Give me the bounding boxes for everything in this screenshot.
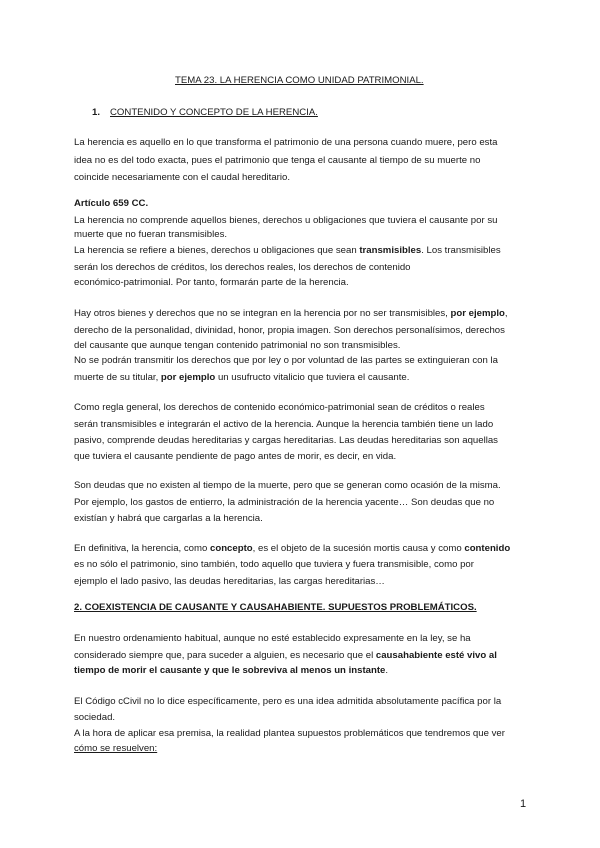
text-span: considerado siempre que, para suceder a alguien, es necesario que el (74, 650, 376, 661)
paragraph-line: Como regla general, los derechos de contenido económico-patrimonial sean de créditos o reales (74, 402, 485, 413)
text-span: Hay otros bienes y derechos que no se integran en la herencia por no ser transmisibles, (74, 308, 451, 319)
paragraph-line: coincide necesariamente con el caudal hereditario. (74, 172, 290, 183)
paragraph-line: Son deudas que no existen al tiempo de la muerte, pero que se generan como ocasión de la misma. (74, 480, 501, 491)
paragraph-line (74, 543, 510, 555)
bold-text: causahabiente esté vivo al (375, 650, 497, 661)
bold-text: concepto (210, 543, 253, 554)
paragraph-line (74, 245, 501, 257)
paragraph-line: ejemplo el lado pasivo, las deudas hereditarias, las cargas hereditarias… (74, 576, 385, 587)
paragraph-line: El Código cCivil no lo dice específicamente, pero es una idea admitida absolutamente pacífica por la (74, 696, 502, 707)
bold-text: por ejemplo (450, 308, 505, 319)
paragraph-line: serán transmisibles e integrarán el activo de la herencia. Aunque la herencia también tiene un lado (74, 419, 494, 430)
bold-text: transmisibles (359, 245, 422, 256)
bold-text: por ejemplo (160, 372, 216, 383)
paragraph-line: pasivo, comprende deudas hereditarias y cargas hereditarias. Las deudas hereditarias son aquellas (74, 435, 498, 446)
text-span: En definitiva, la herencia, como (74, 543, 210, 554)
bold-text: tiempo de morir el causante y que le sobreviva al menos un instante (74, 665, 386, 676)
paragraph-line: cómo se resuelven: (74, 743, 158, 754)
paragraph-line (74, 665, 388, 677)
paragraph-line: es no sólo el patrimonio, sino también, todo aquello que tuviera y fuera transmisible, como por (74, 559, 474, 570)
paragraph-line: Por ejemplo, los gastos de entierro, la administración de la herencia yacente… Son deudas que no (74, 497, 495, 508)
bold-text: contenido (464, 543, 511, 554)
paragraph-line: económico-patrimonial. Por tanto, formarán parte de la herencia. (74, 277, 349, 288)
document-title: TEMA 23. LA HERENCIA COMO UNIDAD PATRIMONIAL. (175, 75, 424, 86)
text-span: . (385, 665, 389, 676)
paragraph-line: que tuviera el causante pendiente de pago antes de morir, es decir, en vida. (74, 451, 397, 462)
paragraph-line: muerte que no fueran transmisibles. (74, 229, 228, 240)
paragraph-line: No se podrán transmitir los derechos que por ley o por voluntad de las partes se extinguieran con la (74, 355, 498, 366)
paragraph-line: La herencia no comprende aquellos bienes, derechos u obligaciones que tuviera el causante por su (74, 215, 498, 226)
paragraph-line: derecho de la personalidad, divinidad, honor, propia imagen. Son derechos personalísimos, derechos (74, 325, 505, 336)
article-reference: Artículo 659 CC. (74, 198, 149, 209)
text-span: . Los transmisibles (421, 245, 501, 256)
paragraph-line (74, 308, 508, 320)
text-span: La herencia se refiere a bienes, derechos u obligaciones que sean (74, 245, 360, 256)
paragraph-line: idea no es del todo exacta, pues el patrimonio que tenga el causante al tiempo de su muerte no (74, 155, 481, 166)
text-span: muerte de su titular, (74, 372, 161, 383)
paragraph-line: En nuestro ordenamiento habitual, aunque no esté establecido expresamente en la ley, se ha (74, 633, 471, 644)
text-span: , (504, 308, 508, 319)
paragraph-line: A la hora de aplicar esa premisa, la realidad plantea supuestos problemáticos que tendremos que ver (74, 728, 505, 739)
paragraph-line: del causante que aunque tengan contenido patrimonial no son transmisibles. (74, 340, 401, 351)
text-span: un usufructo vitalicio que tuviera el causante. (215, 372, 410, 383)
paragraph-line (74, 372, 409, 384)
paragraph-line: sociedad. (74, 712, 116, 723)
section-1-title: CONTENIDO Y CONCEPTO DE LA HERENCIA. (110, 107, 318, 118)
page-number: 1 (520, 798, 527, 810)
text-span: , es el objeto de la sucesión mortis causa y como (252, 543, 465, 554)
paragraph-line (74, 650, 497, 662)
paragraph-line: existían y habrá que cargarlas a la herencia. (74, 513, 263, 524)
section-1-number: 1. (92, 107, 101, 118)
section-2-heading: 2. COEXISTENCIA DE CAUSANTE Y CAUSAHABIENTE. SUPUESTOS PROBLEMÁTICOS. (74, 602, 477, 613)
paragraph-line: serán los derechos de créditos, los derechos reales, los derechos de contenido (74, 262, 411, 273)
paragraph-line: La herencia es aquello en lo que transforma el patrimonio de una persona cuando muere, pero esta (74, 137, 498, 148)
section-1-heading (92, 107, 318, 119)
